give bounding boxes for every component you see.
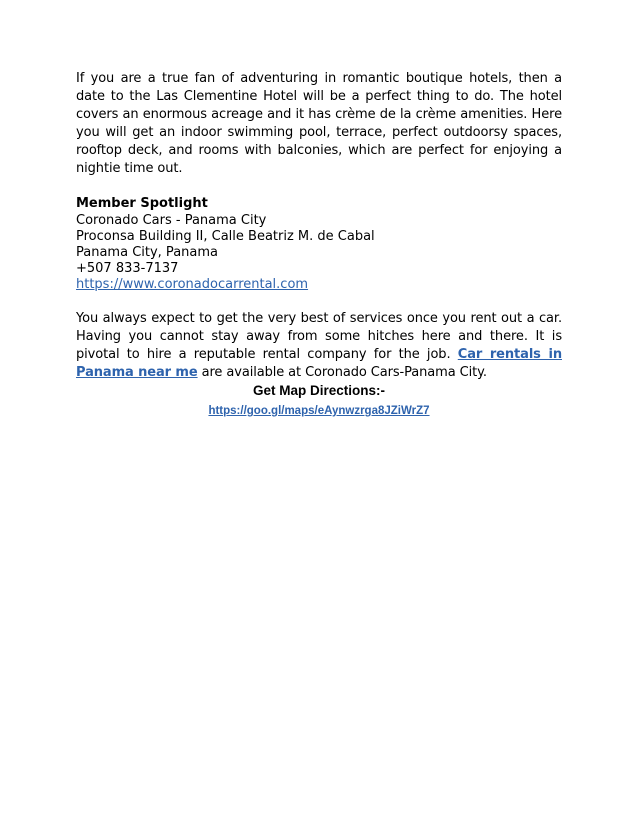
website-link[interactable]: https://www.coronadocarrental.com	[76, 277, 309, 292]
closing-text-before: You always expect to get the very best of services once you rent out a car. Having you cannot stay away from some hitches here and there. It is pivotal to hire a reputable rental company for the job.	[76, 311, 562, 362]
map-directions-title: Get Map Directions:-	[252, 383, 385, 398]
car-rentals-link[interactable]: Car rentals in Panama near me	[76, 347, 562, 380]
address-line: Proconsa Building II, Calle Beatriz M. de Cabal	[76, 229, 375, 244]
map-directions-link[interactable]: https://goo.gl/maps/eAynwzrga8JZiWrZ7	[208, 405, 430, 417]
phone-number: +507 833-7137	[76, 261, 179, 276]
spacer	[76, 293, 562, 310]
business-name: Coronado Cars - Panama City	[76, 213, 267, 228]
member-spotlight-heading: Member Spotlight	[76, 196, 208, 211]
closing-paragraph	[76, 310, 562, 382]
document-page	[76, 70, 562, 418]
closing-text-after: are available at Coronado Cars-Panama City.	[197, 365, 487, 380]
intro-paragraph: If you are a true fan of adventuring in romantic boutique hotels, then a date to the Las Clementine Hotel will be a perfect thing to do. The hotel covers an enormous acreage and it has crème de la crème amenities. Here you will get an indoor swimming pool, terrace, perfect outdoorsy spaces, rooftop deck, and rooms with balconies, which are perfect for enjoying a nightie time out.	[76, 71, 562, 176]
spacer	[76, 178, 562, 195]
member-spotlight-section	[76, 195, 562, 293]
city-line: Panama City, Panama	[76, 245, 218, 260]
